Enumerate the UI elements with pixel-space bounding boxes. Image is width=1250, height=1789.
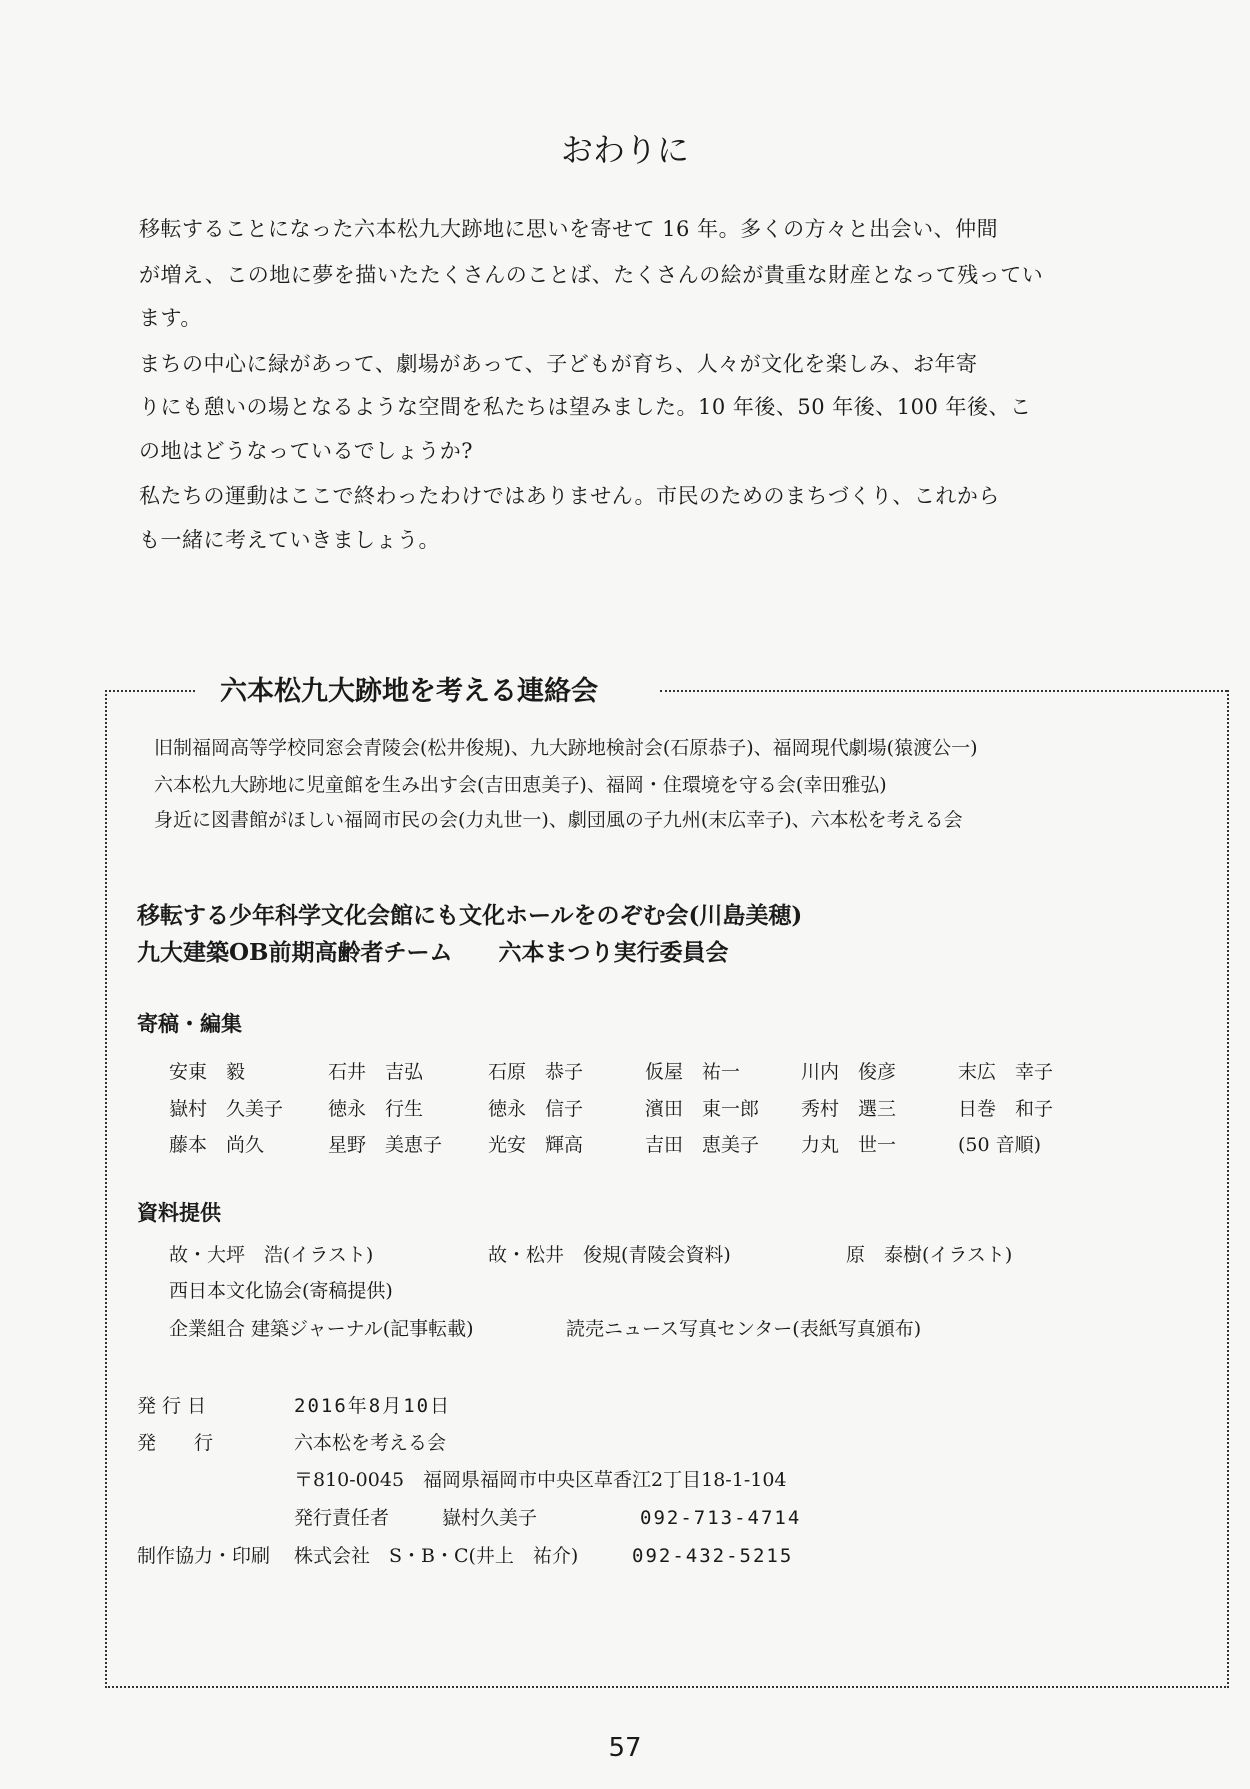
org-line: 六本松九大跡地に児童館を生み出す会(吉田恵美子)、福岡・住環境を守る会(幸田雅弘) — [154, 774, 887, 796]
box-title: 六本松九大跡地を考える連絡会 — [214, 678, 604, 705]
page-title: おわりに — [560, 131, 689, 169]
contributor-name: 藤本 尚久 — [169, 1134, 265, 1156]
dotted-frame — [105, 690, 1229, 1688]
paragraph-line: りにも憩いの場となるような空間を私たちは望みました。10 年後、50 年後、100 年後、こ — [139, 395, 1032, 419]
page-number: 57 — [608, 1733, 642, 1763]
contributor-name: 川内 俊彦 — [801, 1061, 897, 1083]
date-value: 2016年8月10日 — [294, 1395, 452, 1417]
publisher-label: 発 行 — [137, 1432, 214, 1454]
material-item: 原 泰樹(イラスト) — [846, 1244, 1013, 1266]
contributor-name: 力丸 世一 — [801, 1134, 897, 1156]
address: 〒810-0045 福岡県福岡市中央区草香江2丁目18-1-104 — [294, 1469, 787, 1491]
org-line-bold: 移転する少年科学文化会館にも文化ホールをのぞむ会(川島美穂) — [137, 902, 803, 929]
paragraph-line: も一緒に考えていきましょう。 — [139, 528, 440, 552]
org-line-bold: 九大建築OB前期高齢者チーム 六本まつり実行委員会 — [137, 939, 729, 966]
responsible-label: 発行責任者 — [294, 1507, 390, 1529]
contributor-name: 安東 毅 — [169, 1061, 246, 1083]
material-item: 故・松井 俊規(青陵会資料) — [488, 1244, 731, 1266]
date-label: 発 行 日 — [137, 1395, 207, 1417]
org-line: 旧制福岡高等学校同窓会青陵会(松井俊規)、九大跡地検討会(石原恭子)、福岡現代劇場(猿渡公一) — [154, 737, 978, 759]
paragraph-line: まちの中心に緑があって、劇場があって、子どもが育ち、人々が文化を楽しみ、お年寄 — [139, 352, 978, 376]
contributor-name: 石井 吉弘 — [328, 1061, 424, 1083]
material-item: 故・大坪 浩(イラスト) — [169, 1244, 374, 1266]
contributor-name: 光安 輝高 — [488, 1134, 584, 1156]
dotted-frame-top-right — [660, 690, 1227, 692]
material-item: 企業組合 建築ジャーナル(記事転載) — [169, 1318, 474, 1340]
contributor-name: 徳永 信子 — [488, 1098, 584, 1120]
dotted-frame-top-left — [105, 690, 195, 692]
contributor-name: 石原 恭子 — [488, 1061, 584, 1083]
materials-heading: 資料提供 — [137, 1200, 221, 1225]
publisher-value: 六本松を考える会 — [294, 1432, 447, 1454]
contributor-name: (50 音順) — [958, 1134, 1042, 1156]
org-line: 身近に図書館がほしい福岡市民の会(力丸世一)、劇団風の子九州(末広幸子)、六本松を考える会 — [154, 809, 963, 831]
contributor-name: 吉田 恵美子 — [645, 1134, 760, 1156]
phone-number: 092-432-5215 — [632, 1545, 794, 1567]
contributor-name: 仮屋 祐一 — [645, 1061, 741, 1083]
phone-number: 092-713-4714 — [640, 1507, 802, 1529]
contrib-heading: 寄稿・編集 — [137, 1011, 242, 1036]
contributor-name: 日巻 和子 — [958, 1098, 1054, 1120]
contributor-name: 秀村 選三 — [801, 1098, 897, 1120]
contributor-name: 濱田 東一郎 — [645, 1098, 760, 1120]
contributor-name: 徳永 行生 — [328, 1098, 424, 1120]
printer-label: 制作協力・印刷 — [137, 1545, 271, 1567]
contributor-name: 末広 幸子 — [958, 1061, 1054, 1083]
printer-value: 株式会社 S・B・C(井上 祐介) — [294, 1545, 579, 1567]
material-item: 西日本文化協会(寄稿提供) — [169, 1280, 393, 1302]
responsible-name: 嶽村久美子 — [442, 1507, 538, 1529]
contributor-name: 嶽村 久美子 — [169, 1098, 284, 1120]
paragraph-line: 移転することになった六本松九大跡地に思いを寄せて 16 年。多くの方々と出会い、仲間 — [139, 217, 999, 241]
paragraph-line: の地はどうなっているでしょうか? — [139, 439, 474, 463]
contributor-name: 星野 美恵子 — [328, 1134, 443, 1156]
paragraph-line: 私たちの運動はここで終わったわけではありません。市民のためのまちづくり、これから — [139, 484, 1000, 508]
material-item: 読売ニュース写真センター(表紙写真頒布) — [566, 1318, 922, 1340]
paragraph-line: ます。 — [139, 306, 202, 330]
paragraph-line: が増え、この地に夢を描いたたくさんのことば、たくさんの絵が貴重な財産となって残ってい — [139, 263, 1044, 287]
